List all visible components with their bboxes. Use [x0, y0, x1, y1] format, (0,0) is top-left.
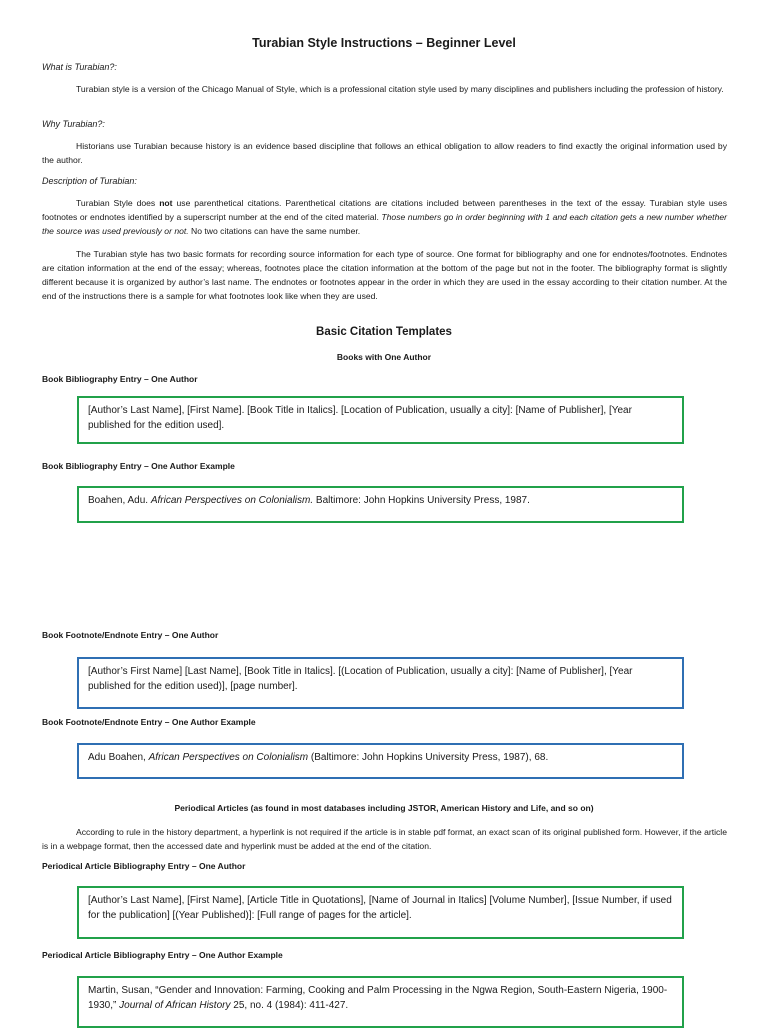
citation-text: Martin, Susan, “Gender and Innovation: Farming, Cooking and Palm Processing in the Ngwa Region, South-Eastern Nigeria, 1900-1930,”	[88, 985, 668, 1011]
book-footnote-template-box: [Author’s First Name] [Last Name], [Book Title in Italics]. [(Location of Publication, usually a city]: [Name of Publisher], [Year published for the edition used)], [page number].	[77, 657, 684, 709]
formats-paragraph: The Turabian style has two basic formats for recording source information for each type of source. One format for bibliography and one for endnotes/footnotes. Endnotes are citation information at the end of the essay; whereas, footnotes place the citation information at the bottom of the page but not in the footer. The bibliography format is slightly different because it is organized by author’s last name. The endnotes or footnotes appear in the order in which they are used in the essay according to their citation number. At the end of the instructions there is a sample for what footnotes look like when they are used.	[42, 249, 727, 301]
description-bold-not: not	[159, 198, 173, 208]
citation-text: Baltimore: John Hopkins University Press, 1987.	[313, 495, 530, 506]
description-label: Description of Turabian:	[42, 176, 137, 186]
book-bibliography-example-label: Book Bibliography Entry – One Author Example	[42, 461, 235, 471]
periodical-bibliography-example-label: Periodical Article Bibliography Entry – One Author Example	[42, 950, 283, 960]
book-bibliography-example-box	[77, 486, 684, 523]
citation-text: Adu Boahen,	[88, 752, 149, 763]
citation-text: 25, no. 4 (1984): 411-427.	[230, 1000, 349, 1011]
periodical-paragraph: According to rule in the history department, a hyperlink is not required if the article is in stable pdf format, an exact scan of its original published form. However, if the article is in a webpage format, then the accessed date and hyperlink must be added at the end of the citation.	[42, 827, 727, 851]
what-is-turabian-label: What is Turabian?:	[42, 62, 117, 72]
citation-text: (Baltimore: John Hopkins University Press, 1987), 68.	[308, 752, 549, 763]
why-turabian-paragraph: Historians use Turabian because history is an evidence based discipline that follows an ethical obligation to allow readers to find exactly the original information used by the author.	[42, 141, 727, 165]
books-subheading: Books with One Author	[336, 352, 432, 362]
templates-heading: Basic Citation Templates	[316, 326, 452, 338]
book-footnote-example-box	[77, 743, 684, 779]
citation-italic-title: Journal of African History	[119, 1000, 231, 1011]
what-is-turabian-paragraph: Turabian style is a version of the Chicago Manual of Style, which is a professional citation style used by many disciplines and publishers including the profession of history.	[76, 84, 724, 94]
citation-italic-title: African Perspectives on Colonialism	[148, 752, 309, 763]
book-bibliography-template-box: [Author’s Last Name], [First Name]. [Book Title in Italics]. [Location of Publication, usually a city]: [Name of Publisher], [Year published for the edition used].	[77, 396, 684, 444]
description-text: use parenthetical citations. Parenthetical citations are citations included between parentheses in the text of the essay. Turabian style uses footnotes or endnotes identified by a superscript number at the end of the cited material.	[42, 198, 727, 222]
description-italic-text: Those numbers go in order beginning with 1 and each citation gets a new number whether the source was used previously or not.	[42, 212, 727, 236]
periodical-bibliography-label: Periodical Article Bibliography Entry – One Author	[42, 861, 246, 871]
description-paragraph	[42, 196, 727, 238]
periodical-heading: Periodical Articles (as found in most databases including JSTOR, American History and Life, and so on)	[174, 803, 594, 813]
citation-text: Boahen, Adu.	[88, 495, 151, 506]
description-text: Turabian Style does	[76, 198, 160, 208]
book-footnote-label: Book Footnote/Endnote Entry – One Author	[42, 630, 219, 640]
why-turabian-label: Why Turabian?:	[42, 119, 105, 129]
book-footnote-example-label: Book Footnote/Endnote Entry – One Author Example	[42, 717, 256, 727]
book-bibliography-label: Book Bibliography Entry – One Author	[42, 374, 198, 384]
periodical-bibliography-example-box	[77, 976, 684, 1028]
citation-italic-title: African Perspectives on Colonialism.	[150, 495, 314, 506]
description-text: No two citations can have the same number.	[188, 226, 361, 236]
page-title: Turabian Style Instructions – Beginner Level	[252, 36, 516, 50]
periodical-bibliography-template-box: [Author’s Last Name], [First Name], [Article Title in Quotations], [Name of Journal in Italics] [Volume Number], [Issue Number, if used for the publication] [(Year Published)]: [Full range of pages for the article].	[77, 886, 684, 939]
